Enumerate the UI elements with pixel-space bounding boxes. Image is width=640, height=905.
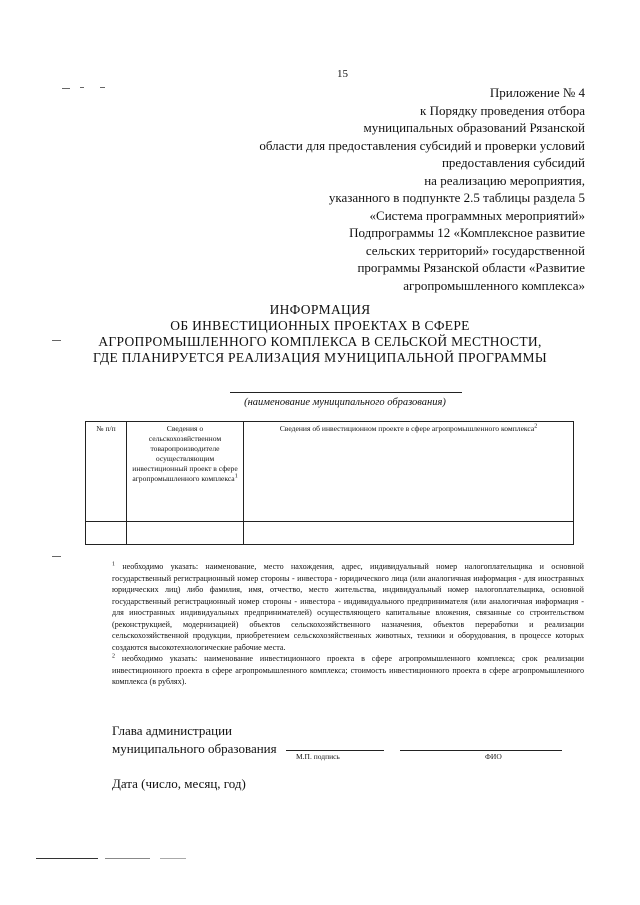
table-header-row [86, 422, 574, 522]
scan-mark [62, 88, 70, 89]
scan-mark [100, 87, 105, 88]
appendix-line: Приложение № 4 [489, 85, 585, 100]
appendix-line: к Порядку проведения отбора [420, 102, 585, 118]
appendix-line: указанного в подпункте 2.5 таблицы раздела 5 [328, 190, 585, 205]
appendix-header [165, 84, 585, 294]
appendix-line: программы Рязанской области «Развитие [357, 260, 585, 275]
signature-title-line2: муниципального образования [112, 740, 277, 756]
scan-mark [36, 858, 98, 859]
appendix-line: Подпрограммы 12 «Комплексное развитие [349, 225, 585, 240]
signature-title-line1: Глава администрации [112, 723, 233, 738]
scan-mark [80, 87, 84, 88]
footnote-2: $^2$ необходимо указать: наименование инвестиционного проекта в сфере агропромышленного комплекса; срок реализации инвестиционного проекта в сфере агропромышленного комплекса; стоимость инвестиционного проекта в сфере агропромышленного комплекса (в рублях). [112, 653, 584, 686]
date-label: Дата (число, месяц, год) [112, 776, 246, 791]
table-cell [244, 522, 574, 545]
page-number: 15 [337, 68, 348, 80]
signature-blank-line [286, 750, 384, 751]
municipality-blank-line [230, 392, 462, 393]
header-cell-producer: Сведения о сельскохозяйственном товаропроизводителе осуществляющим инвестиционный проект в сфере агропромышленного комплекса$^1$ [127, 422, 244, 522]
table-cell [86, 522, 127, 545]
title-line: ОБ ИНВЕСТИЦИОННЫХ ПРОЕКТАХ В СФЕРЕ [170, 318, 470, 333]
header-cell-number: № п/п [86, 422, 127, 522]
document-title [60, 302, 580, 366]
scan-mark [105, 858, 150, 859]
scan-mark [160, 858, 186, 859]
info-table [85, 421, 574, 545]
signature-label: М.П. подпись [296, 752, 340, 761]
appendix-line: муниципальных образований Рязанской [363, 120, 585, 135]
appendix-line: области для предоставления субсидий и проверки условий [259, 137, 585, 153]
table-cell [127, 522, 244, 545]
title-line: ГДЕ ПЛАНИРУЕТСЯ РЕАЛИЗАЦИЯ МУНИЦИПАЛЬНОЙ ПРОГРАММЫ [93, 350, 547, 365]
footnote-ref: 2 [534, 423, 538, 430]
fio-label: ФИО [485, 752, 502, 761]
scan-mark [52, 340, 61, 341]
appendix-line: предоставления субсидий [441, 155, 585, 170]
table-row [86, 522, 574, 545]
fio-blank-line [400, 750, 562, 751]
scan-mark [52, 556, 61, 557]
header-cell-project: Сведения об инвестиционном проекте в сфере агропромышленного комплекса$^2$ [244, 422, 574, 522]
footnote-1: $^1$ необходимо указать: наименование, место нахождения, адрес, индивидуальный номер налогоплательщика и основной государственный регистрационный номер стороны - инвестора - юридического лица (или аналогичная информация - для иностранных юридических лиц) либо фамилия, имя, отчество, место жительства, индивидуальный номер налогоплательщика, основной государственный регистрационный номер стороны - инвестора - индивидуального предпринимателя (или аналогичная информация - для иностранных индивидуальных предпринимателей) осуществляющего капитальные вложения, связанные со строительством (реконструкцией, модернизацией) объектов сельскохозяйственного назначения, объектов переработки и реализации сельскохозяйственной продукции, приобретением сельскохозяйственных животных, техники и оборудования, в процессе которых создаются высокотехнологические рабочие места. [112, 561, 584, 652]
footnotes [112, 561, 584, 688]
footnote-ref: 1 [234, 473, 238, 480]
title-line: ИНФОРМАЦИЯ [269, 302, 371, 317]
appendix-line: «Система программных мероприятий» [369, 207, 585, 223]
title-line: АГРОПРОМЫШЛЕННОГО КОМПЛЕКСА В СЕЛЬСКОЙ МЕСТНОСТИ, [98, 334, 542, 349]
appendix-line: на реализацию мероприятия, [424, 172, 585, 188]
municipality-caption: (наименование муниципального образования) [244, 397, 446, 408]
appendix-line: сельских территорий» государственной [365, 242, 585, 258]
appendix-line: агропромышленного комплекса» [403, 277, 585, 293]
signature-block [112, 722, 277, 757]
